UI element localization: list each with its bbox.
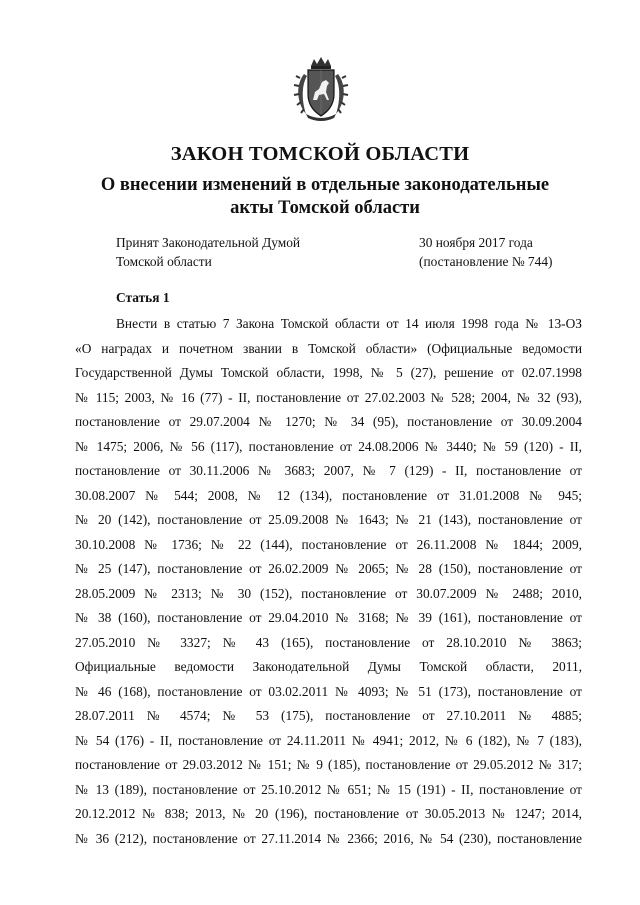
article-text-line: Официальные ведомости Законодательной Думы Томской области, 2011, (75, 659, 582, 674)
article-text-line: 30.10.2008 № 1736; № 22 (144), постановление от 26.11.2008 № 1844; 2009, (75, 536, 582, 552)
adoption-date-line: 30 ноября 2017 года (419, 235, 533, 250)
article-text-line: 28.05.2009 № 2313; № 30 (152), постановление от 30.07.2009 № 2488; 2010, (75, 585, 582, 601)
adoption-date (419, 233, 552, 271)
article-text-line: № 20 (142), постановление от 25.09.2008 № 1643; № 21 (143), постановление от (75, 512, 582, 527)
article-text-line: «О наградах и почетном звании в Томской области» (Официальные ведомости (75, 340, 582, 356)
article-text-line: № 36 (212), постановление от 27.11.2014 № 2366; 2016, № 54 (230), постановление (75, 830, 582, 846)
article-text-line: 30.08.2007 № 544; 2008, № 12 (134), постановление от 31.01.2008 № 945; (75, 487, 582, 503)
resolution-number: (постановление № 744) (419, 254, 553, 269)
law-subtitle-line: акты Томской области (230, 198, 420, 218)
law-title: ЗАКОН ТОМСКОЙ ОБЛАСТИ (170, 143, 470, 165)
article-text-line: постановление от 29.03.2012 № 151; № 9 (185), постановление от 29.05.2012 № 317; (75, 757, 582, 772)
article-text-line: 28.07.2011 № 4574; № 53 (175), постановление от 27.10.2011 № 4885; (75, 708, 582, 723)
article-text-line: постановление от 29.07.2004 № 1270; № 34 (95), постановление от 30.09.2004 (75, 414, 582, 429)
article-text-line: 27.05.2010 № 3327; № 43 (165), постановление от 28.10.2010 № 3863; (75, 634, 582, 650)
article-text-line: 20.12.2012 № 838; 2013, № 20 (196), постановление от 30.05.2013 № 1247; 2014, (75, 806, 582, 821)
law-subtitle (60, 174, 590, 220)
article-text-line: № 25 (147), постановление от 26.02.2009 № 2065; № 28 (150), постановление от (75, 561, 582, 576)
article-heading: Статья 1 (116, 290, 170, 305)
article-text-line: № 38 (160), постановление от 29.04.2010 № 3168; № 39 (161), постановление от (75, 610, 582, 625)
article-text-line: постановление от 30.11.2006 № 3683; 2007, № 7 (129) - II, постановление от (75, 463, 582, 478)
article-text-line: № 46 (168), постановление от 03.02.2011 № 4093; № 51 (173), постановление от (75, 683, 582, 699)
adopted-by (116, 233, 300, 271)
article-text-line: Внести в статью 7 Закона Томской области от 14 июля 1998 года № 13-ОЗ (116, 316, 582, 331)
article-text-line: Государственной Думы Томской области, 1998, № 5 (27), решение от 02.07.1998 (75, 365, 582, 380)
article-text (75, 312, 582, 851)
article-text-line: № 115; 2003, № 16 (77) - II, постановление от 27.02.2003 № 528; 2004, № 32 (93), (75, 389, 582, 405)
article-text-line: № 54 (176) - II, постановление от 24.11.2011 № 4941; 2012, № 6 (182), № 7 (183), (75, 732, 582, 748)
article-text-line: № 1475; 2006, № 56 (117), постановление от 24.08.2006 № 3440; № 59 (120) - II, (75, 438, 582, 454)
adopted-by-line: Принят Законодательной Думой (116, 235, 301, 250)
law-subtitle-line: О внесении изменений в отдельные законодательные (100, 175, 550, 195)
article-text-line: № 13 (189), постановление от 25.10.2012 № 651; № 15 (191) - II, постановление от (75, 781, 582, 797)
adopted-by-line: Томской области (116, 254, 212, 269)
tomsk-region-coat-of-arms-icon (292, 56, 350, 122)
